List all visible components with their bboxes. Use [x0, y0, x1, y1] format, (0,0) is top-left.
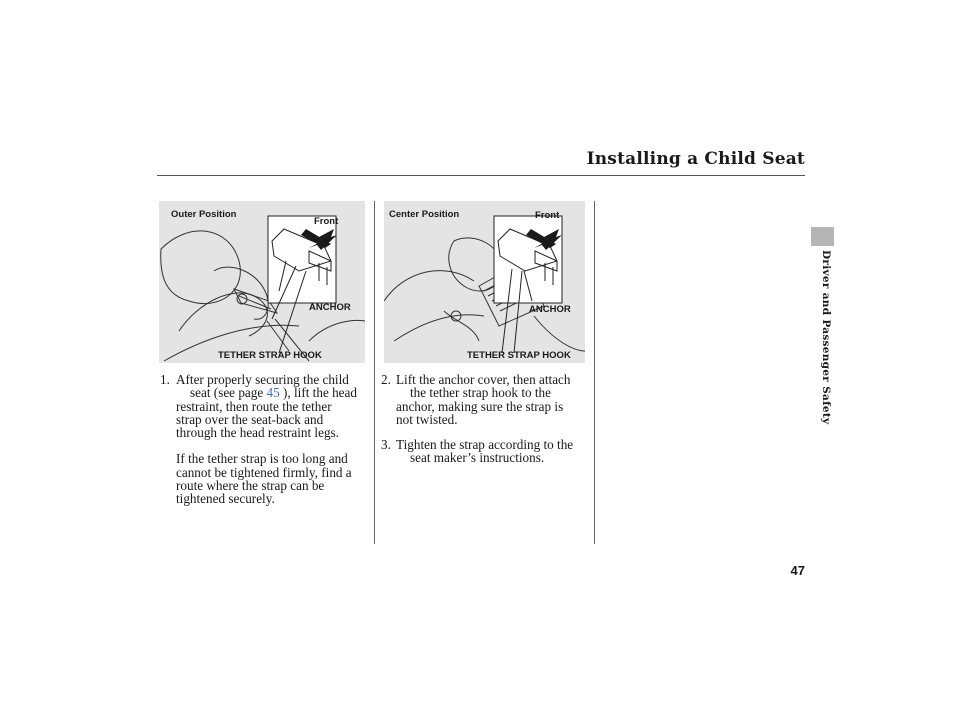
side-tab-label: Driver and Passenger Safety: [820, 250, 832, 425]
anchor-label: ANCHOR: [309, 302, 351, 313]
step-note-line: route where the strap can be: [176, 478, 325, 494]
figure-caption: Center Position: [389, 209, 460, 220]
figure-center-position: [384, 201, 585, 363]
seat-illustration: [384, 201, 585, 363]
anchor-label: ANCHOR: [529, 304, 571, 315]
tether-strap-hook-label: TETHER STRAP HOOK: [218, 350, 322, 361]
step-text-line: After properly securing the child: [176, 372, 349, 387]
column-divider-right: [594, 201, 595, 544]
front-label: Front: [314, 216, 339, 227]
page-link[interactable]: 45: [266, 385, 280, 401]
side-tab-marker: [811, 227, 834, 246]
column-divider-left: [374, 201, 375, 544]
step-text-line: through the head restraint legs.: [176, 425, 339, 441]
step-note-line: cannot be tightened firmly, find a: [176, 464, 352, 480]
step-text-line: strap over the seat-back and: [176, 411, 324, 427]
figure-caption: Outer Position: [171, 209, 237, 220]
step-number: 1.: [160, 372, 170, 387]
step-text-line: not twisted.: [396, 411, 458, 427]
tether-strap-hook-label: TETHER STRAP HOOK: [467, 350, 571, 361]
step-number: 2.: [381, 372, 391, 387]
page-number: 47: [790, 563, 805, 578]
step-note-line: tightened securely.: [176, 491, 275, 507]
step-text-line: Lift the anchor cover, then attach: [396, 372, 571, 387]
figure-outer-position: [159, 201, 365, 363]
step-note-line: If the tether strap is too long and: [176, 451, 348, 467]
step-text-line: seat (see page 45 ), lift the head: [190, 385, 357, 401]
step-number: 3.: [381, 437, 391, 452]
section-title: Installing a Child Seat: [586, 149, 805, 169]
title-rule: [157, 175, 805, 176]
step-text-line: the tether strap hook to the: [410, 385, 551, 401]
step-text-line: anchor, making sure the strap is: [396, 398, 564, 414]
front-label: Front: [535, 210, 560, 221]
step-text-line: seat maker’s instructions.: [410, 450, 545, 466]
step-text-line: Tighten the strap according to the: [396, 437, 574, 452]
step-text-line: restraint, then route the tether: [176, 398, 332, 414]
